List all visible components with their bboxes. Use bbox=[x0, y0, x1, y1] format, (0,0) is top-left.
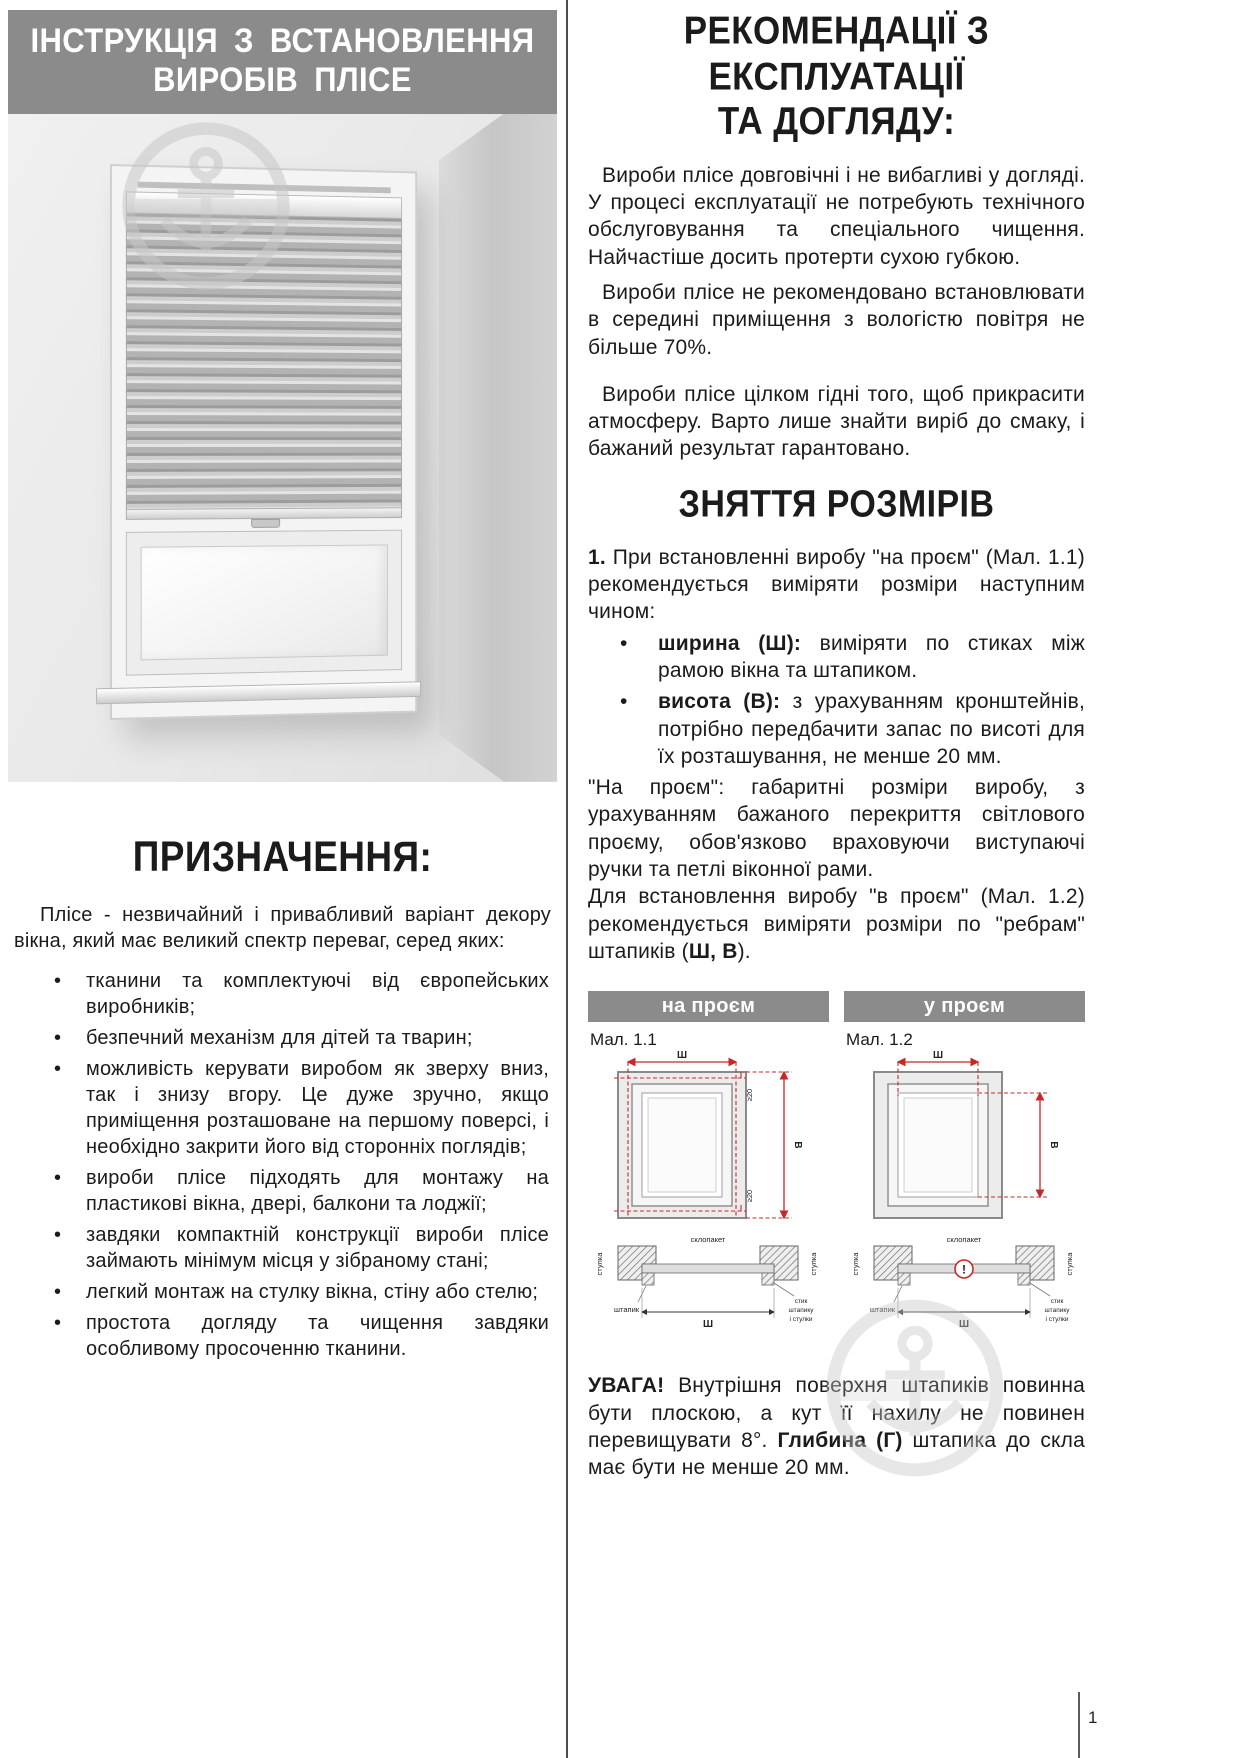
diagram-na-proem bbox=[588, 991, 829, 1350]
step-number: 1. bbox=[588, 545, 606, 569]
bead-label: штапик bbox=[870, 1305, 896, 1315]
warning-paragraph: УВАГА! Внутрішня поверхня штапиків повинна бути плоскою, а кут її нахилу не повинен перевищувати 8°. Глибина (Г) штапика до скла має бути не менше 20 мм. bbox=[588, 1374, 1086, 1480]
list-item: • ширина (Ш): виміряти по стиках між рамою вікна та штапиком. bbox=[588, 630, 1085, 685]
measuring-intro: 1. При встановленні виробу "на проєм" (Мал. 1.1) рекомендується виміряти розміри наступним чином: bbox=[588, 545, 1085, 624]
diagram-header: на проєм bbox=[588, 991, 829, 1022]
recommendations-paragraph: Вироби плісе не рекомендовано встановлювати в середині приміщення з вологістю повітря не більше 70%. bbox=[588, 280, 1085, 359]
list-item: • простота догляду та чищення завдяки особливому просоченню тканини. bbox=[8, 1310, 557, 1362]
blind-bottom-rail bbox=[126, 507, 402, 520]
joint-label: штапику bbox=[788, 1307, 814, 1315]
lower-sash bbox=[126, 529, 402, 675]
diagram-drawing bbox=[588, 1050, 829, 1350]
measuring-paragraph: Для встановлення виробу "в проєм" (Мал. 1.2) рекомендується виміряти розміри по "ребрам" штапиків (Ш, В). bbox=[588, 885, 1085, 963]
figure-label: Мал. 1.1 bbox=[590, 1030, 657, 1050]
width-bottom-label: Ш bbox=[958, 1319, 970, 1331]
sash-right-label: стулка bbox=[1065, 1252, 1074, 1276]
diagram-drawing bbox=[844, 1050, 1085, 1350]
attention-mark: ! bbox=[962, 1262, 966, 1277]
footer-divider bbox=[1078, 1692, 1080, 1758]
width-label: Ш bbox=[932, 1050, 944, 1062]
height-label: В bbox=[792, 1141, 803, 1149]
list-item: • легкий монтаж на стулку вікна, стіну або стелю; bbox=[8, 1279, 557, 1305]
bead-label: штапик bbox=[614, 1305, 640, 1315]
glazing-label: склопакет bbox=[946, 1235, 982, 1245]
recommendations-title-line-2: ТА ДОГЛЯДУ: bbox=[717, 99, 956, 144]
cross-section bbox=[618, 1246, 798, 1285]
joint-label: і стулки bbox=[789, 1316, 813, 1324]
recommendations-title bbox=[588, 9, 1085, 145]
joint-label: стик bbox=[1050, 1298, 1064, 1306]
gap-bottom-label: ≥20 bbox=[745, 1189, 754, 1203]
recommendations-paragraph: Вироби плісе цілком гідні того, щоб прикрасити атмосферу. Варто лише знайти виріб до смаку, і бажаний результат гарантовано. bbox=[588, 382, 1085, 461]
gap-top-label: ≥20 bbox=[745, 1088, 754, 1102]
joint-label: і стулки bbox=[1045, 1316, 1069, 1324]
recommendations-paragraph: Вироби плісе довговічні і не вибагливі у догляді. У процесі експлуатації не потребують технічного обслуговування та спеціального чищення. Найчастіше досить протерти сухою губкою. bbox=[588, 163, 1085, 269]
window-sill bbox=[96, 681, 421, 704]
joint-label: стик bbox=[794, 1298, 808, 1306]
wall-corner bbox=[439, 114, 557, 782]
page-number: 1 bbox=[1088, 1708, 1098, 1727]
diagram-header: у проєм bbox=[844, 991, 1085, 1022]
column-divider bbox=[566, 0, 568, 1758]
measuring-paragraph: "На проєм": габаритні розміри виробу, з урахуванням бажаного перекриття світлового проєму, обов'язково враховуючи виступаючі ручки та петлі віконної рами. bbox=[588, 776, 1085, 882]
measurement-diagrams bbox=[588, 991, 1085, 1350]
list-item: • тканини та комплектуючі від європейських виробників; bbox=[8, 968, 557, 1020]
left-column bbox=[8, 10, 557, 1367]
sash-left-label: стулка bbox=[851, 1252, 860, 1276]
window-schematic bbox=[618, 1072, 746, 1218]
width-bottom-label: Ш bbox=[702, 1319, 714, 1331]
list-item: • можливість керувати виробом як зверху вниз, так і знизу вгору. Це дуже зручно, якщо приміщення розташоване на першому поверсі, і необхідно закрити його від сторонніх поглядів; bbox=[8, 1056, 557, 1160]
glazing-label: склопакет bbox=[690, 1235, 726, 1245]
list-item: • безпечний механізм для дітей та тварин; bbox=[8, 1025, 557, 1051]
sash-right-label: стулка bbox=[809, 1252, 818, 1276]
blind-mounting-strip bbox=[138, 181, 391, 193]
purpose-intro: Плісе - незвичайний і привабливий варіант декору вікна, який має великий спектр переваг, серед яких: bbox=[14, 903, 551, 952]
window-schematic bbox=[874, 1072, 1002, 1218]
list-item: • висота (В): з урахуванням кронштейнів, потрібно передбачити запас по висоті для їх розташування, не менше 20 мм. bbox=[588, 688, 1085, 770]
diagram-u-proem bbox=[844, 991, 1085, 1350]
list-item: • завдяки компактній конструкції вироби плісе займають мінімум місця у зібраному стані; bbox=[8, 1222, 557, 1274]
measuring-title: ЗНЯТТЯ РОЗМІРІВ bbox=[678, 482, 995, 525]
title-line-1: ІНСТРУКЦІЯ З ВСТАНОВЛЕННЯ bbox=[30, 20, 535, 60]
pleated-blind bbox=[126, 213, 402, 509]
purpose-title: ПРИЗНАЧЕННЯ: bbox=[132, 832, 433, 880]
window-illustration bbox=[8, 114, 557, 782]
figure-label: Мал. 1.2 bbox=[846, 1030, 913, 1050]
window-frame bbox=[110, 164, 417, 720]
recommendations-title-line-1: РЕКОМЕНДАЦІЇ З ЕКСПЛУАТАЦІЇ bbox=[683, 8, 990, 98]
purpose-list bbox=[8, 968, 557, 1362]
width-label: Ш bbox=[676, 1050, 688, 1062]
right-column bbox=[588, 8, 1086, 1481]
document-title-banner bbox=[8, 10, 557, 114]
title-line-2: ВИРОБІВ ПЛІСЕ bbox=[153, 59, 412, 99]
list-item: • вироби плісе підходять для монтажу на пластикові вікна, двері, балкони та лоджії; bbox=[8, 1165, 557, 1217]
joint-label: штапику bbox=[1044, 1307, 1070, 1315]
warning-label: УВАГА! bbox=[588, 1374, 665, 1398]
window-glass bbox=[141, 544, 388, 660]
height-label: В bbox=[1048, 1141, 1059, 1149]
blind-handle bbox=[251, 518, 280, 527]
sash-left-label: стулка bbox=[595, 1252, 604, 1276]
measuring-list bbox=[588, 630, 1085, 770]
